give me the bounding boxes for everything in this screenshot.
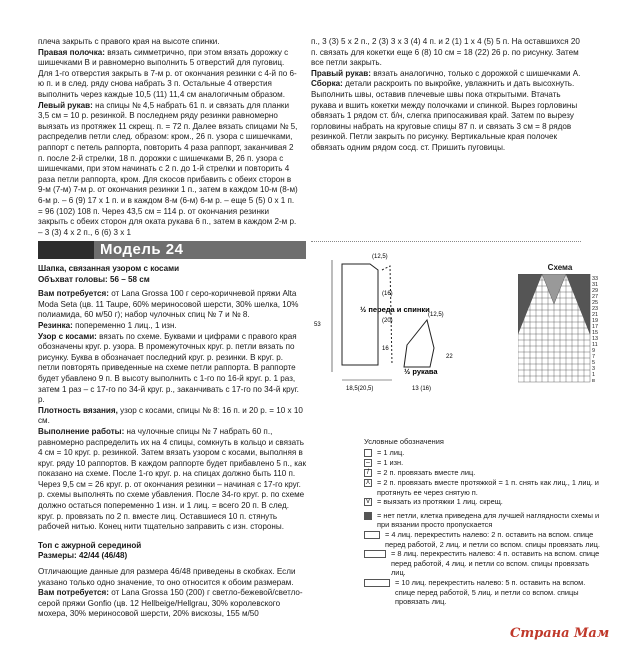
legend-symbol: /: [364, 469, 372, 477]
dim: (12,5): [428, 312, 444, 318]
row-num: 29: [592, 287, 599, 294]
legend-symbol: [364, 512, 372, 520]
row-num: 1: [592, 371, 596, 378]
legend-symbol: [364, 449, 372, 457]
paragraph: [311, 69, 581, 80]
row-num: 27: [592, 293, 599, 300]
legend-item: = нет петли, клетка приведена для лучшей наглядности схемы и при вязании просто пропускается: [364, 511, 600, 530]
paragraph-head: Правый рукав:: [311, 68, 371, 78]
row-num: 13: [592, 335, 599, 342]
watermark: Страна Мам: [510, 626, 610, 641]
row-num: 5: [592, 359, 596, 366]
top-left-column: [38, 37, 300, 238]
legend-item: = 10 лиц. перекрестить налево: 5 п. оставить на вспом. спице перед работой, 5 лиц. и петли со вспом. спицы провязать лиц.: [364, 578, 600, 606]
row-num: 23: [592, 305, 599, 312]
legend: [364, 437, 600, 607]
dim: 18,5(20,5): [346, 386, 374, 392]
cable-8-icon: [364, 550, 386, 558]
legend-item: v = выязать из протяжки 1 лиц. скрещ.: [364, 497, 600, 506]
legend-symbol: –: [364, 459, 372, 467]
paragraph: Узор с косами: вязать по схеме. Буквами и цифрами с правого края обозначены круг. р. узора. В промежуточных круг. р. петли вязать по рисунку. Буква в обозначает последний круг. р. резинки. В круг. р. петли повторять приведенные на схеме петли раппорта. В раппорте будет убавлено 9 п. В высоту выполнить с 1-го по 16-й круг. р. 1 раз, затем 1 раз – с 17-го по 34-й круг. р., заканчивать с 17-го по 34-й круг. р.: [38, 331, 299, 405]
section-title: Шапка, связанная узором с косами: [38, 264, 180, 273]
text-line: п., 3 (3) 5 х 2 п., 2 (3) 3 х 3 (4) 4 п. и 2 (1) 1 х 4 (5) 5 п. На оставшихся 20 п. связать для кокетки еще 6 (8) 10 см = 18 (22) 26 р. по рисунку. Затем все петли закрыть.: [311, 37, 580, 68]
section-size: Размеры: 42/44 (46/48): [38, 551, 128, 561]
model-banner: Модель 24: [38, 241, 306, 259]
text-line: плеча закрыть с правого края на высоте спинки.: [38, 37, 220, 46]
legend-item: ⋏ = 2 п. провязать вместе протяжкой = 1 п. снять как лиц., 1 лиц. и протянуть ее через снятую п.: [365, 478, 599, 497]
row-num: 3: [592, 365, 596, 372]
row-num: 11: [592, 341, 598, 348]
paragraph: [311, 79, 581, 153]
paragraph-head: Сборка:: [311, 79, 343, 89]
cable-10-icon: [364, 579, 390, 587]
dim: 13 (16): [412, 386, 432, 392]
row-num: 21: [592, 311, 599, 318]
scheme-title: Схема: [547, 263, 573, 272]
bottom-left-column: [38, 264, 306, 620]
row-num: 9: [592, 347, 596, 354]
scheme-grid: [518, 274, 602, 389]
scheme: [518, 264, 602, 391]
dim: 16: [382, 346, 389, 352]
row-num: 25: [592, 299, 599, 306]
legend-symbol: ⋏: [365, 479, 371, 487]
paragraph: Отличающие данные для размера 46/48 приведены в скобках. Если указано только одно значение, то оно относится к обоим размерам.: [38, 567, 296, 587]
paragraph-text: вязать симметрично, при этом вязать дорожку с шишечками В и равномерно выполнить 5 отверстий для пуговиц. Для 1-го отверстия закрыть в 7-м р. от окончания резинки с 4-й по 6-ю п. и в след. ряду снова набрать 3 п. Остальные 4 отверстия выполнить через каждые 10,5 (11) 11,4 см аналогичным образом.: [38, 47, 297, 99]
section-size: Объхват головы: 56 – 58 см: [38, 274, 150, 284]
paragraph-head: Правая полочка:: [38, 47, 105, 57]
top-right-column: [311, 37, 581, 154]
row-num: в: [592, 377, 595, 384]
divider: [311, 241, 581, 242]
row-num: 7: [592, 353, 596, 360]
pattern-diagram: [312, 250, 502, 400]
paragraph: Вам потребуется: от Lana Grossa 100 г серо-коричневой пряжи Alta Moda Seta (цв. 11 Taupe, 60% мериносовой шерсти, 30% шелка, 10% полиамида, 60 м/50 г); набор чулочных спиц № 7 и № 8.: [38, 289, 299, 320]
dim: (20): [382, 318, 393, 324]
body-shape: [342, 264, 378, 365]
dim: 22: [446, 354, 453, 360]
paragraph-head: Левый рукав:: [38, 100, 93, 110]
cable-4-icon: [364, 531, 380, 539]
row-num: 19: [592, 317, 599, 324]
legend-item: = 1 лиц.: [364, 448, 600, 457]
diagram-label: ½ переда и спинки: [360, 305, 430, 314]
dim: 53: [314, 322, 321, 328]
legend-item: = 4 лиц. перекрестить налево: 2 п. оставить на вспом. спице перед работой, 2 лиц. и петли со вспом. спицы провязать лиц.: [364, 530, 600, 549]
dim: (12,5): [372, 254, 388, 260]
legend-symbol: v: [364, 498, 372, 506]
paragraph: Вам потребуется: от Lana Grossa 150 (200) г светло-бежевой/светло-серой пряжи Gonfio (цв. 12 Hellbeige/Hellgrau, 30% королевского мохера, 30% мериносовой шерсти, 20% вискозы, 155 м/50: [38, 588, 303, 619]
paragraph: [38, 101, 300, 239]
legend-item: / = 2 п. провязать вместе лиц.: [364, 468, 600, 477]
legend-title: Условные обозначения: [364, 437, 444, 446]
row-num: 15: [592, 329, 599, 336]
row-num: 33: [592, 275, 599, 282]
paragraph: [38, 48, 300, 101]
paragraph: Выполнение работы: на чулочные спицы № 7 набрать 60 п., равномерно распределить их на 4 спицы, сомкнуть в кольцо и связать 4 см = 10 круг. р. резинкой. Затем вязать узором с косами, выполняя в круг. ряду 10 раппортов. В каждом раппорте будет прибавлено 5 п., как показано на схеме. После 1-го круг. р. на спицах должно быть 110 п. Через 9,5 см = 26 круг. р. от окончания резинки – начиная с 17-го круг. р. схемы выполнять по схеме убавления. После 34-го круг. р. по схеме должно остаться попеременно 1 изн. и 1 лиц. = всего 20 п. В след. круг. р. провязать по 2 п. вместе лиц. Оставшиеся 10 п. стянуть рабочей нитью. Конец нити тщательно заправить с изн. стороны.: [38, 426, 307, 532]
paragraph-text: детали раскроить по выкройке, увлажнить и дать высохнуть. Выполнить швы, оставив плечевые швы пока открытыми. Втачать рукава и вшить кокетки между полочками и спинкой. Вырез горловины обвязать 1 рядом ст. б/н, слегка припосаживая край. Затем по вырезу горловины набрать на круговые спицы 87 п. и связать 3 см = 8 рядов резинкой. Петли закрыть по рисунку. Вертикальные края полочек обвязать одним рядом сосд. ст. Пришить пуговицы.: [311, 79, 578, 152]
dim: (16): [382, 291, 393, 297]
sleeve-shape: [404, 320, 434, 367]
paragraph-text: на спицы № 4,5 набрать 61 п. и связать для планки 3,5 см = 10 р. резинкой. В последнем ряду резинки равномерно выязать из протяжек 11 скрещ. п. = 72 п. Далее вязать спицами № 5, распределив петли след. образом: кром., 26 п. узора с шишечками, раппорт с петель раппорта, повторить 4 раза раппорт, заканчивая 2 п. после 2-й стрелки, 18 п. дорожки с шишечками В, 26 п. узора с шишечками, при этом начинать с 2 п. до 1-й стрелки и повторить 4 раза петли раппорта, кром. Для скосов прибавить с обеих сторон в 9-м (7-м) 7-м р. от окончания резинки 1 п., затем в каждом 10-м (8-м) 6-м р. – 6 (9) 17 х 1 п. и в каждом 8-м (6-м) 6-м р. – еще 5 (5) 0 х 1 п. = 96 (102) 108 п. Через 43,5 см = 114 р. от окончания резинки закрыть с обеих сторон для оката рукава 6 п., затем в каждом 2-м р. – 3 (3) 4 х 2 п., 6 (6) 3 х 1: [38, 100, 298, 237]
section-title: Топ с ажурной серединой: [38, 540, 142, 550]
legend-item: = 8 лиц. перекрестить налево: 4 п. оставить на вспом. спице перед работой, 4 лиц. и петли со вспом. спицы провязать лиц.: [364, 549, 600, 577]
row-num: 31: [592, 281, 599, 288]
diagram-label: ½ рукава: [404, 367, 438, 376]
paragraph: Резинка: попеременно 1 лиц., 1 изн.: [38, 320, 177, 330]
paragraph: Плотность вязания, узор с косами, спицы № 8: 16 п. и 20 р. = 10 х 10 см.: [38, 405, 303, 426]
paragraph-text: вязать аналогично, только с дорожкой с шишечками А.: [373, 68, 581, 78]
legend-item: – = 1 изн.: [364, 458, 600, 467]
row-num: 17: [592, 323, 599, 330]
